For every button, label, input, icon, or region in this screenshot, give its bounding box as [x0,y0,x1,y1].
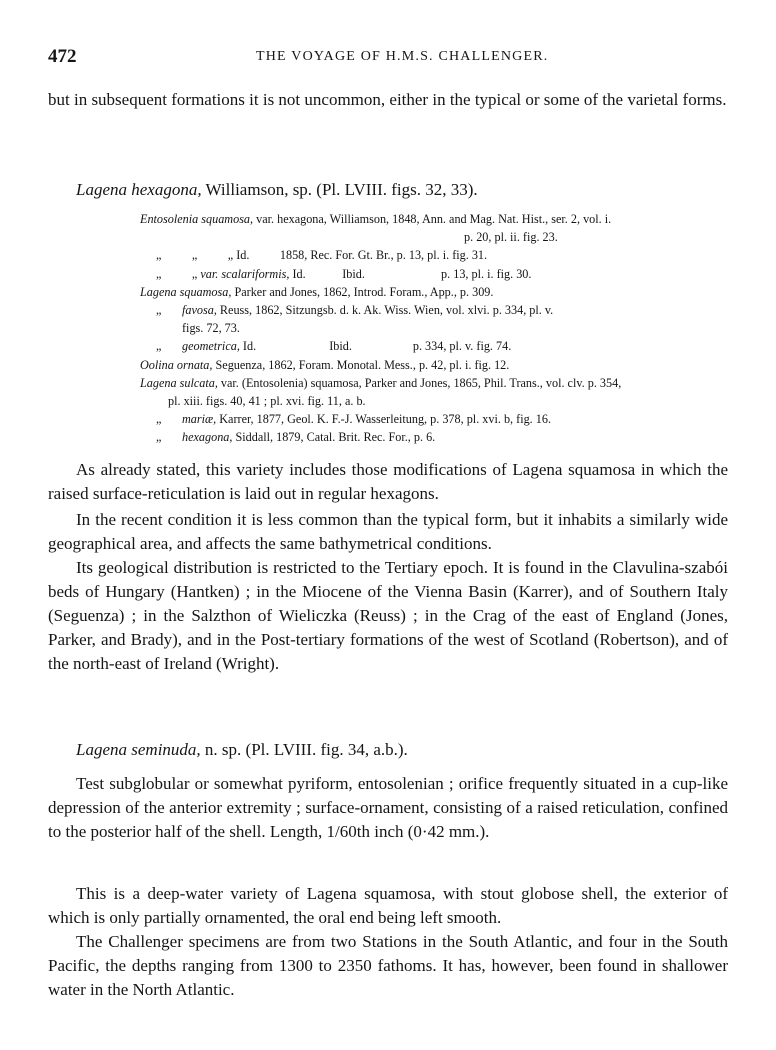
synonymy-taxon: Lagena squamosa, [140,284,232,299]
species-heading-hexagona [76,178,478,202]
page-header [48,46,726,70]
synonymy-taxon: Oolina ornata, [140,357,213,372]
synonymy-taxon: hexagona, [182,430,233,445]
synonymy-entry [140,228,730,246]
synonymy-citation: Id. Ibid. p. 334, pl. v. fig. 74. [242,339,512,354]
synonymy-entry [140,301,730,319]
intro-paragraph: but in subsequent formations it is not uncommon, either in the typical or some of the varietal forms. [48,90,727,109]
synonymy-citation: Reuss, 1862, Sitzungsb. d. k. Ak. Wiss. Wien, vol. xlvi. p. 334, pl. v. [219,302,554,317]
page-number: 472 [48,46,77,67]
synonymy-citation: Id. Ibid. p. 13, pl. i. fig. 30. [292,266,532,281]
ditto-marks: „ „ „ [156,248,234,263]
species-name: Lagena hexagona, [76,180,202,199]
species-heading-seminuda [76,738,408,762]
synonymy-entry [140,428,730,446]
synonymy-taxon: var. scalariformis, [200,266,290,281]
body-paragraph: This is a deep-water variety of Lagena squamosa, with stout globose shell, the exterior of which is only partially ornamented, the oral end being left smooth. [48,884,728,927]
synonymy-citation: var. (Entosolenia) squamosa, Parker and Jones, 1865, Phil. Trans., vol. clv. p. 354, [220,375,622,390]
running-title: THE VOYAGE OF H.M.S. CHALLENGER. [256,49,549,64]
synonymy-citation: Siddall, 1879, Catal. Brit. Rec. For., p. 6. [235,430,436,445]
species-authority: n. sp. (Pl. LVIII. fig. 34, a.b.). [204,740,408,759]
description-paragraph: Test subglobular or somewhat pyriform, entosolenian ; orifice frequently situated in a cup-like depression of the anterior extremity ; surface-ornament, consisting of a raised reticulation, confined to the posterior half of the shell. Length, 1/60th inch (0·42 mm.). [48,774,728,841]
synonymy-taxon: favosa, [182,302,217,317]
synonymy-citation: Parker and Jones, 1862, Introd. Foram., App., p. 309. [234,284,494,299]
synonymy-citation: figs. 72, 73. [182,321,240,336]
species-authority: Williamson, sp. (Pl. LVIII. figs. 32, 33). [205,180,478,199]
synonymy-entry [140,319,730,337]
ditto-marks: „ [156,412,162,427]
synonymy-entry [140,410,730,428]
synonymy-citation: pl. xiii. figs. 40, 41 ; pl. xvi. fig. 11, a. b. [168,393,366,408]
body-paragraph: The Challenger specimens are from two Stations in the South Atlantic, and four in the South Pacific, the depths ranging from 1300 to 2350 fathoms. It has, however, been found in shallower water in the North Atlantic. [48,932,728,999]
ditto-marks: „ [156,302,162,317]
species-name: Lagena seminuda, [76,740,201,759]
synonymy-entry [140,337,730,355]
ditto-marks: „ „ [156,266,198,281]
ditto-marks: „ [156,430,162,445]
body-paragraph: As already stated, this variety includes those modifications of Lagena squamosa in which the raised surface-reticulation is laid out in regular hexagons. [48,460,728,503]
synonymy-list [140,210,730,446]
synonymy-entry [140,356,730,374]
ditto-marks: „ [156,339,162,354]
synonymy-taxon: mariæ, [182,412,217,427]
synonymy-entry [140,392,730,410]
synonymy-citation: Karrer, 1877, Geol. K. F.-J. Wasserleitung, p. 378, pl. xvi. b, fig. 16. [219,412,552,427]
synonymy-citation: p. 20, pl. ii. fig. 23. [464,230,558,245]
synonymy-taxon: Lagena sulcata, [140,375,218,390]
synonymy-taxon: geometrica, [182,339,240,354]
synonymy-entry [140,374,730,392]
synonymy-citation: var. hexagona, Williamson, 1848, Ann. and Mag. Nat. Hist., ser. 2, vol. i. [256,212,612,226]
body-paragraph: Its geological distribution is restricted to the Tertiary epoch. It is found in the Clavulina-szabói beds of Hungary (Hantken) ; in the Miocene of the Vienna Basin (Karrer), and of Southern Italy (Seguenza) ; in the Salzthon of Wieliczka (Reuss) ; in the Crag of the east of England (Jones, Parker, and Brady), and in the Post-tertiary formations of the west of Scotland (Robertson), and of the north-east of Ireland (Wright). [48,558,728,673]
synonymy-taxon: Entosolenia squamosa, [140,212,254,226]
synonymy-entry [140,283,730,301]
synonymy-citation: Id. 1858, Rec. For. Gt. Br., p. 13, pl. i. fig. 31. [236,248,488,263]
synonymy-entry [140,210,730,228]
synonymy-citation: Seguenza, 1862, Foram. Monotal. Mess., p. 42, pl. i. fig. 12. [215,357,510,372]
body-paragraph: In the recent condition it is less common than the typical form, but it inhabits a similarly wide geographical area, and affects the same bathymetrical conditions. [48,510,728,553]
synonymy-entry [140,246,730,264]
synonymy-entry [140,265,730,283]
